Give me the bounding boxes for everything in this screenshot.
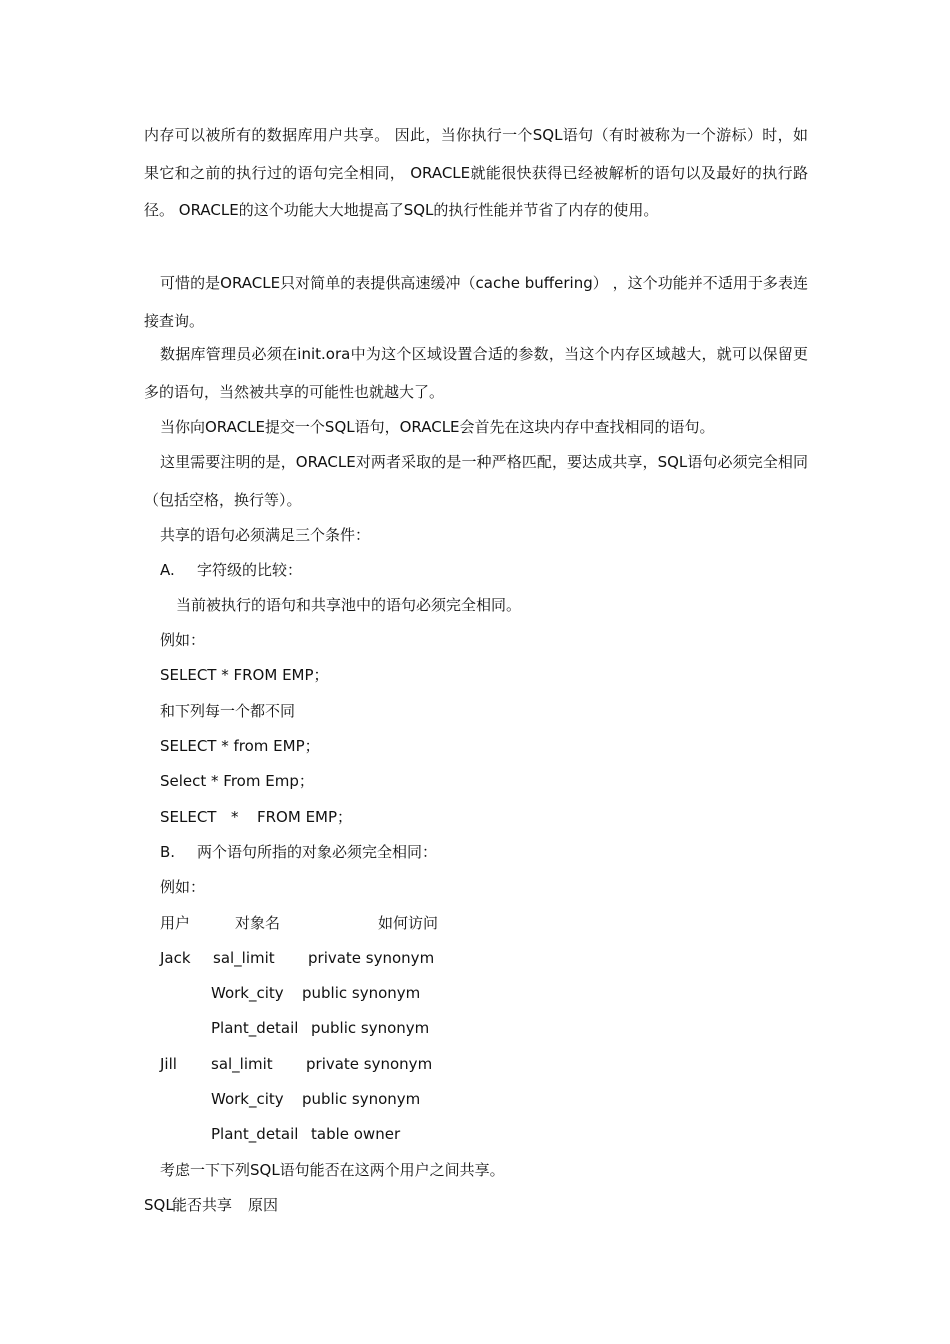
table-cell-access: private synonym bbox=[308, 949, 435, 967]
footer-header-sql: SQL bbox=[144, 1196, 174, 1214]
table-cell-object: Plant_detail bbox=[211, 1125, 299, 1143]
table-header-user: 用户 bbox=[160, 914, 191, 932]
paragraph-strict-match: 这里需要注明的是，ORACLE对两者采取的是一种严格匹配，要达成共享，SQL语句必须完全相同（包括空格，换行等）。 bbox=[144, 453, 808, 509]
table-cell-object: sal_limit bbox=[213, 949, 275, 967]
sql-spaced-select: SELECT bbox=[160, 808, 217, 826]
section-b-example-label: 例如： bbox=[160, 878, 206, 896]
differ-label: 和下列每一个都不同 bbox=[160, 702, 296, 720]
footer-header-shareable: 能否共享 bbox=[172, 1196, 233, 1214]
table-cell-object: Work_city bbox=[211, 1090, 284, 1108]
table-header-object: 对象名 bbox=[235, 914, 281, 932]
section-a-title: 字符级的比较： bbox=[197, 561, 303, 579]
table-cell-access: public synonym bbox=[311, 1019, 430, 1037]
sql-spaced-star: * bbox=[231, 808, 239, 826]
footer-header-reason: 原因 bbox=[248, 1196, 279, 1214]
table-header-access: 如何访问 bbox=[378, 914, 439, 932]
table-cell-object: Work_city bbox=[211, 984, 284, 1002]
table-cell-access: public synonym bbox=[302, 1090, 421, 1108]
paragraph-shared-memory: 内存可以被所有的数据库用户共享。 因此，当你执行一个SQL语句（有时被称为一个游标）时，如果它和之前的执行过的语句完全相同， ORACLE就能很快获得已经被解析的语句以及最好的执行路径。 ORACLE的这个功能大大地提高了SQL的执行性能并节省了内存的使用。 bbox=[144, 126, 808, 220]
section-a-example-label: 例如： bbox=[160, 631, 206, 649]
table-cell-user: Jack bbox=[160, 949, 191, 967]
paragraph-init-ora: 数据库管理员必须在init.ora中为这个区域设置合适的参数，当这个内存区域越大，就可以保留更多的语句，当然被共享的可能性也就越大了。 bbox=[144, 345, 808, 401]
table-cell-object: Plant_detail bbox=[211, 1019, 299, 1037]
table-cell-access: table owner bbox=[311, 1125, 401, 1143]
sql-base: SELECT * FROM EMP； bbox=[160, 666, 329, 684]
table-cell-access: private synonym bbox=[306, 1055, 433, 1073]
consider-text: 考虑一下下列SQL语句能否在这两个用户之间共享。 bbox=[160, 1161, 505, 1179]
sql-spaced-from: FROM EMP； bbox=[257, 808, 353, 826]
paragraph-submit-sql: 当你向ORACLE提交一个SQL语句，ORACLE会首先在这块内存中查找相同的语句。 bbox=[160, 418, 715, 436]
sql-variant-2: Select * From Emp； bbox=[160, 772, 314, 790]
sql-variant-1: SELECT * from EMP； bbox=[160, 737, 320, 755]
paragraph-cache-buffering: 可惜的是ORACLE只对简单的表提供高速缓冲（cache buffering） ，这个功能并不适用于多表连接查询。 bbox=[144, 274, 808, 330]
table-cell-user: Jill bbox=[160, 1055, 177, 1073]
section-b-marker: B. bbox=[160, 843, 176, 861]
table-cell-access: public synonym bbox=[302, 984, 421, 1002]
section-a-marker: A. bbox=[160, 561, 175, 579]
table-cell-object: sal_limit bbox=[211, 1055, 273, 1073]
section-a-desc: 当前被执行的语句和共享池中的语句必须完全相同。 bbox=[176, 596, 522, 614]
conditions-intro: 共享的语句必须满足三个条件： bbox=[160, 526, 371, 544]
section-b-title: 两个语句所指的对象必须完全相同： bbox=[197, 843, 438, 861]
